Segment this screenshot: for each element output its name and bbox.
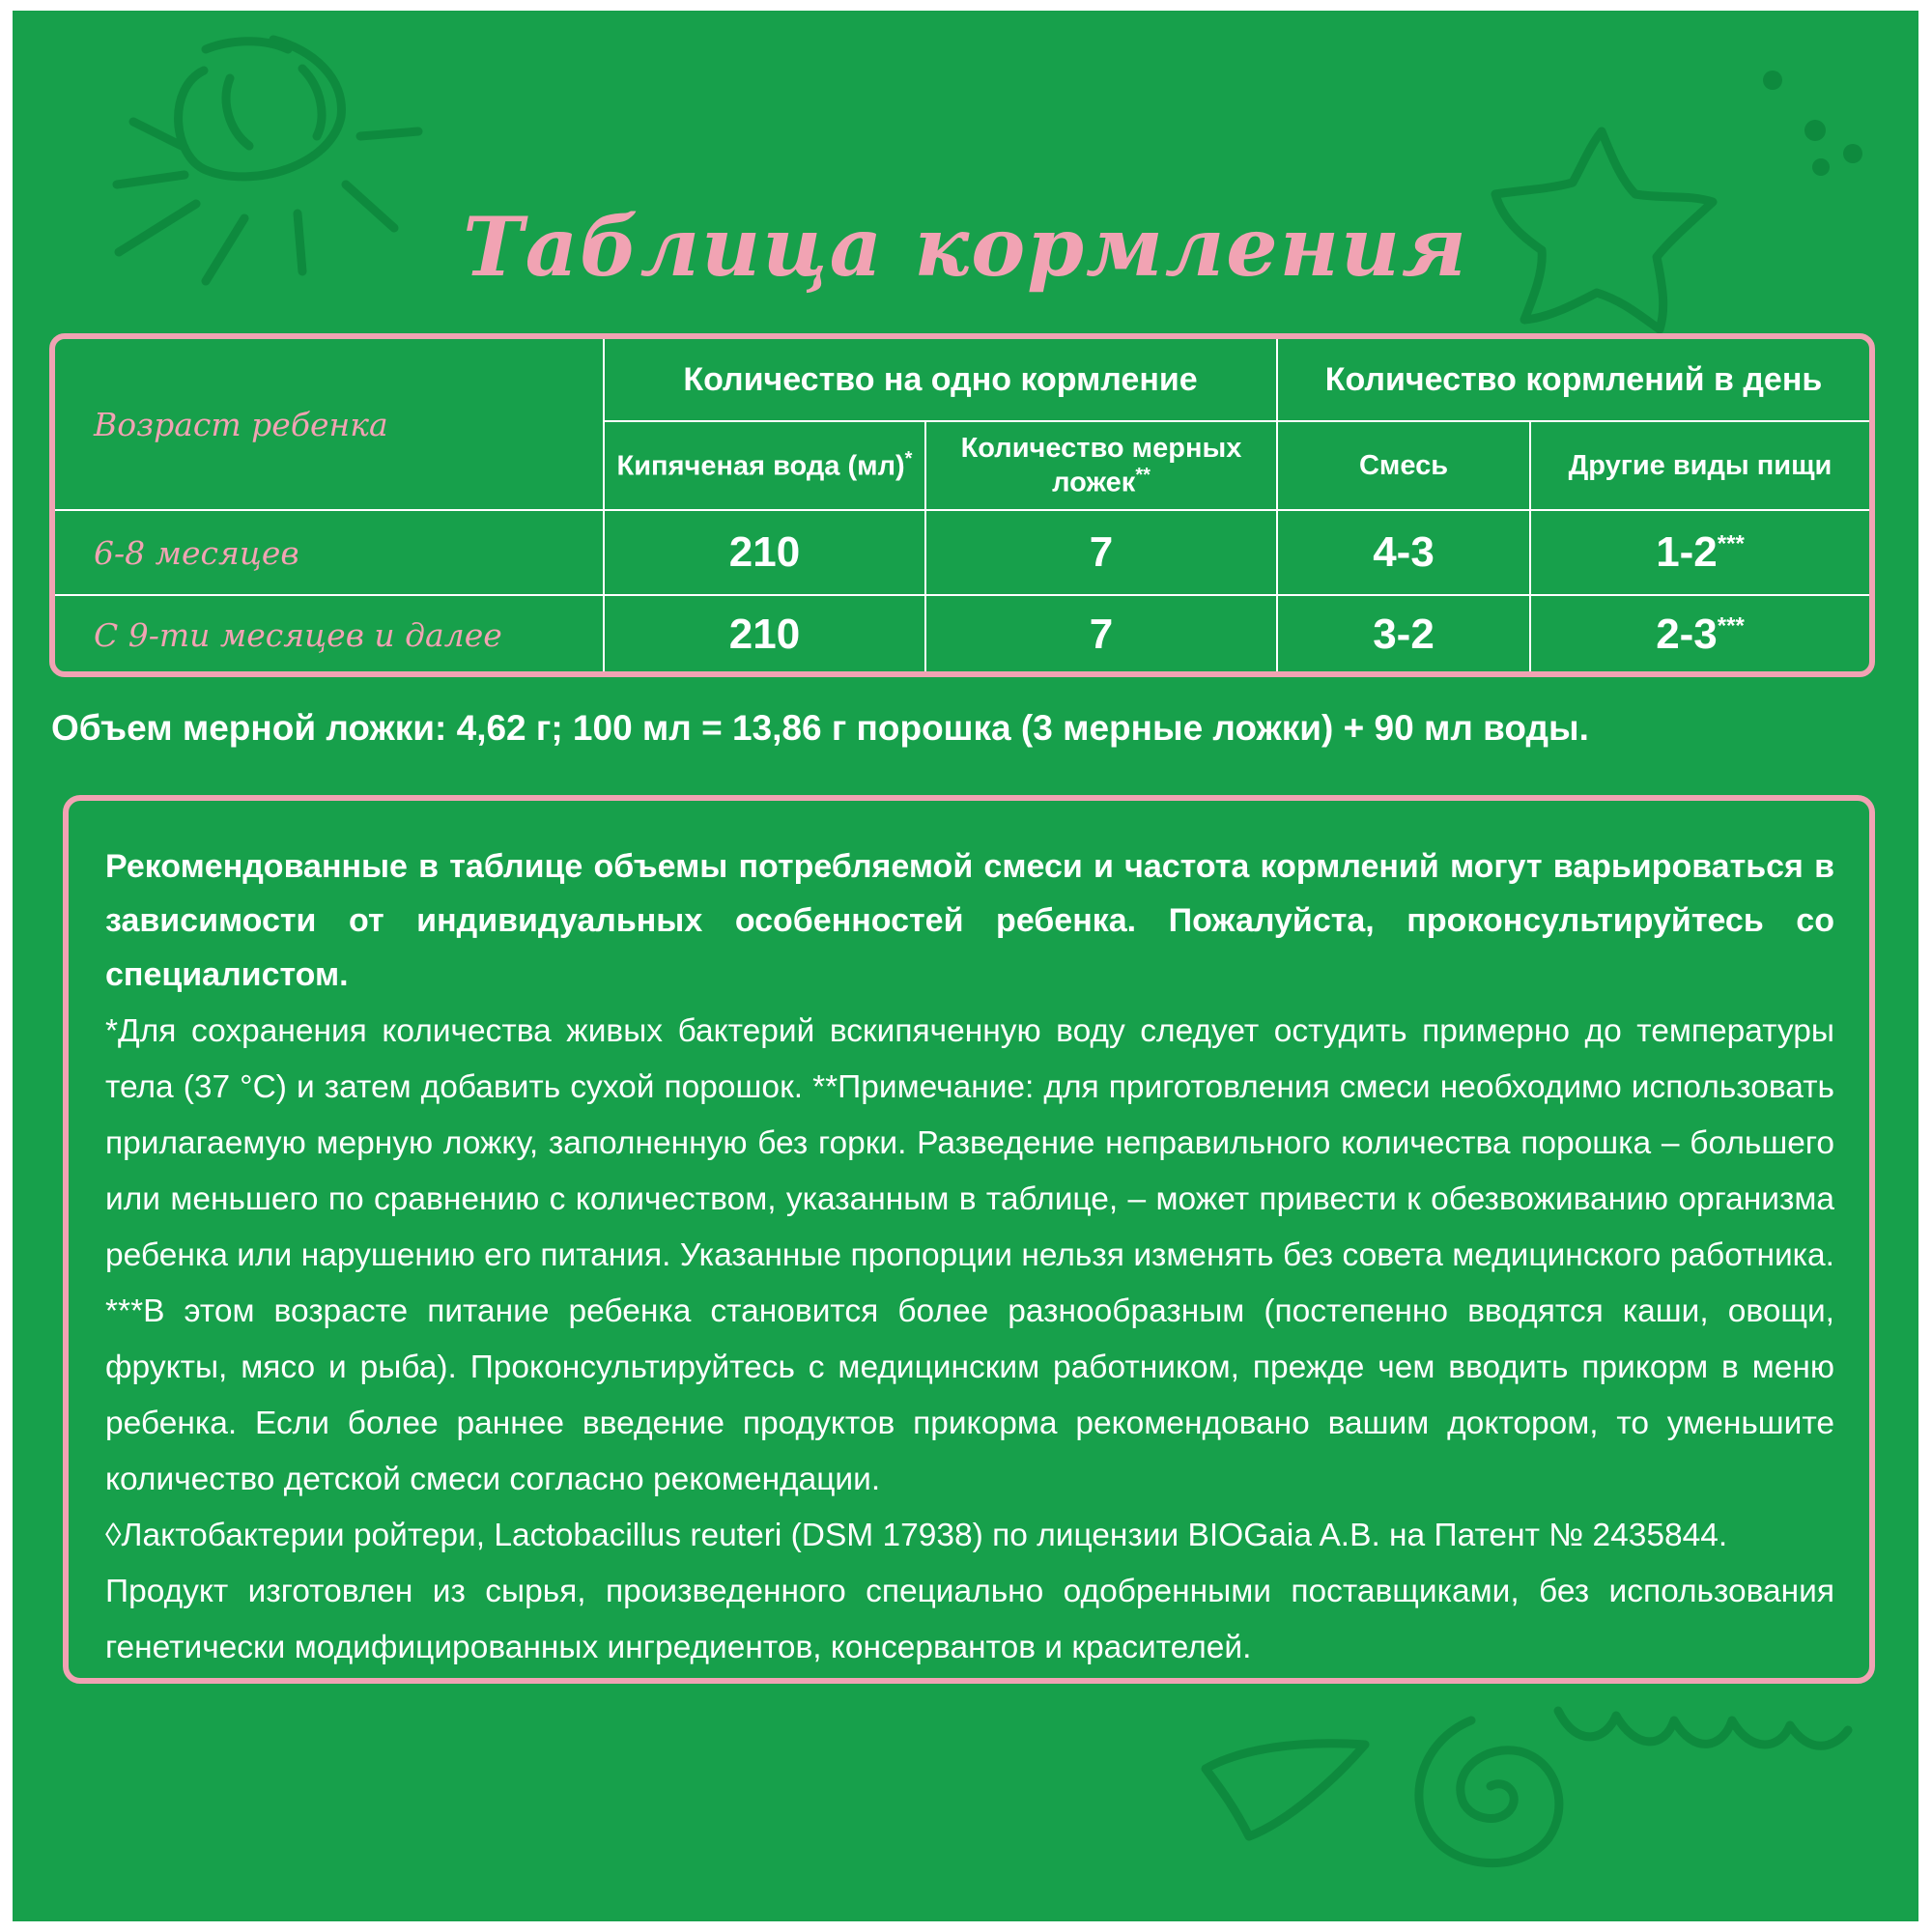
other-food-cell — [1530, 510, 1869, 595]
per-day-group-header: Количество кормлений в день — [1277, 339, 1869, 421]
formula-cell: 4-3 — [1277, 510, 1530, 595]
feeding-table — [55, 339, 1869, 673]
spiral-doodle-icon — [1419, 1720, 1559, 1863]
spoons-column-header — [925, 421, 1277, 510]
footnotes-text: *Для сохранения количества живых бактерий вскипяченную воду следует остудить примерно до температуры тела (37 °С) и затем добавить сухой порошок. **Примечание: для приготовления смеси необходимо использовать прилагаемую мерную ложку, заполненную без горки. Разведение неправильного количества порошка – большего или меньшего по сравнению с количеством, указанным в таблице, – может привести к обезвоживанию организма ребенка или нарушению его питания. Указанные пропорции нельзя изменять без совета медицинского работника. ***В этом возрасте питание ребенка становится более разнообразным (постепенно вводятся каши, овощи, фрукты, мясо и рыба). Проконсультируйтесь с медицинским работником, прежде чем вводить прикорм в меню ребенка. Если более раннее введение продуктов прикорма рекомендовано вашим доктором, то уменьшите количество детской смеси согласно рекомендации. — [105, 1013, 1834, 1497]
recommendation-text: Рекомендованные в таблице объемы потребляемой смеси и частота кормлений могут варьироваться в зависимости от индивидуальных особенностей ребенка. Пожалуйста, проконсультируйтесь со специалистом. — [105, 848, 1834, 993]
other-food-footnote-mark: *** — [1717, 530, 1745, 557]
age-column-header: Возраст ребенка — [55, 339, 604, 510]
other-food-value: 2-3 — [1656, 611, 1718, 658]
table-row — [55, 510, 1869, 595]
license-text: ◊Лактобактерии ройтери, Lactobacillus reuteri (DSM 17938) по лицензии BIOGaia A.B. на Патент № 2435844. — [105, 1518, 1728, 1553]
per-feeding-group-header: Количество на одно кормление — [604, 339, 1277, 421]
table-row — [55, 595, 1869, 673]
formula-column-header: Смесь — [1277, 421, 1530, 510]
notes-box — [63, 795, 1875, 1684]
water-column-label: Кипяченая вода (мл) — [616, 450, 905, 482]
age-cell: С 9-ти месяцев и далее — [55, 595, 604, 673]
water-footnote-mark: * — [904, 448, 913, 470]
sun-doodle-icon — [179, 40, 342, 177]
other-food-column-header: Другие виды пищи — [1530, 421, 1869, 510]
page-title: Таблица кормления — [463, 199, 1468, 295]
other-food-footnote-mark: *** — [1717, 612, 1745, 639]
dots-doodle-icon — [1763, 71, 1862, 176]
water-cell: 210 — [604, 595, 925, 673]
water-cell: 210 — [604, 510, 925, 595]
feeding-table-frame — [49, 333, 1875, 677]
wave-doodle-icon — [1558, 1711, 1848, 1746]
triangle-doodle-icon — [1206, 1744, 1365, 1836]
measuring-spoon-note: Объем мерной ложки: 4,62 г; 100 мл = 13,86 г порошка (3 мерные ложки) + 90 мл воды. — [51, 708, 1589, 748]
water-column-header — [604, 421, 925, 510]
sourcing-text: Продукт изготовлен из сырья, произведенного специально одобренными поставщиками, без использования генетически модифицированных ингредиентов, консервантов и красителей. — [105, 1574, 1834, 1665]
age-cell: 6-8 месяцев — [55, 510, 604, 595]
spoons-cell: 7 — [925, 510, 1277, 595]
other-food-cell — [1530, 595, 1869, 673]
spoons-footnote-mark: ** — [1135, 464, 1151, 486]
other-food-value: 1-2 — [1656, 528, 1718, 576]
formula-cell: 3-2 — [1277, 595, 1530, 673]
spoons-column-label: Количество мерных ложек — [960, 432, 1242, 498]
package-panel — [13, 11, 1918, 1921]
spoons-cell: 7 — [925, 595, 1277, 673]
